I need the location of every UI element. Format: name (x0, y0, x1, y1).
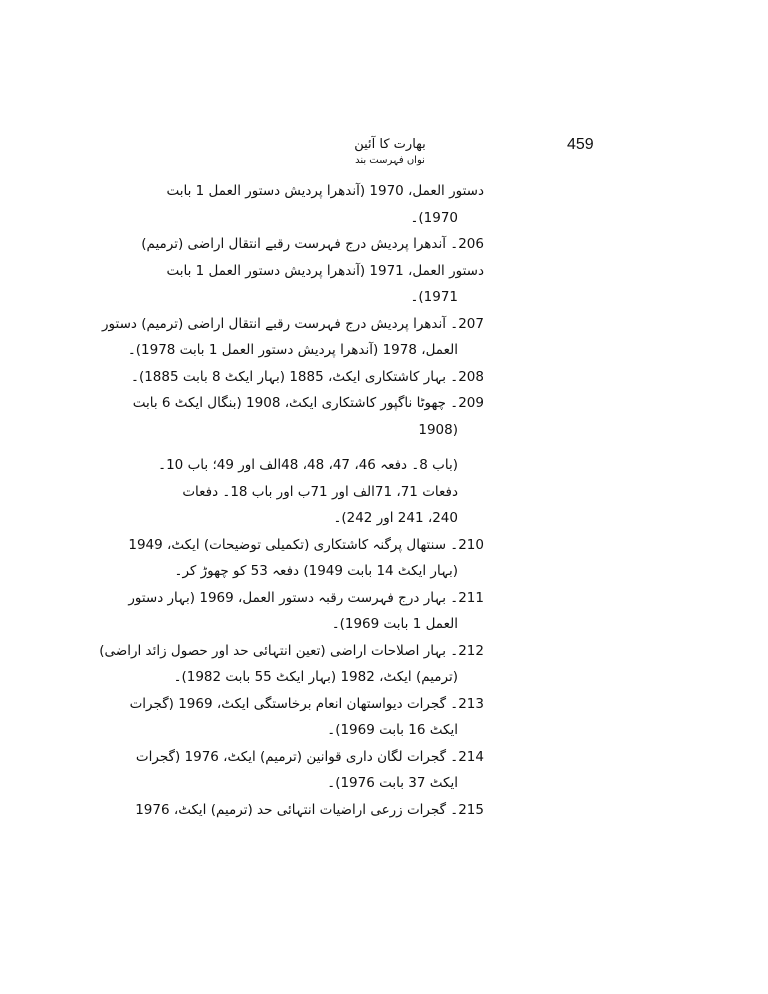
page-number: 459 (567, 136, 594, 153)
document-body (99, 178, 484, 823)
text-line: (ترمیم) ایکٹ، 1982 (بہار ایکٹ 55 بابت 1982)۔ (173, 669, 458, 685)
text-line: دستور العمل، 1970 (آندھرا پردیش دستور العمل 1 بابت (166, 183, 484, 199)
running-header-subtitle: نواں فہرست بند (355, 155, 425, 166)
text-line: 212۔ بہار اصلاحات اراضی (تعین انتہائی حد اور حصول زائد اراضی) (99, 642, 484, 659)
text-line: العمل 1 بابت 1969)۔ (331, 616, 458, 632)
text-line: 1970)۔ (410, 209, 458, 226)
text-line: (بہار ایکٹ 14 بابت 1949) دفعہ 53 کو چھوڑ کر۔ (174, 563, 458, 579)
text-line: العمل، 1978 (آندھرا پردیش دستور العمل 1 بابت 1978)۔ (127, 342, 458, 358)
running-header-title: بھارت کا آئین (354, 137, 426, 152)
text-line: ایکٹ 37 بابت 1976)۔ (327, 775, 458, 791)
text-line: 206۔ آندھرا پردیش درج فہرست رقبے انتقال اراضی (ترمیم) (141, 236, 484, 252)
text-line: دستور العمل، 1971 (آندھرا پردیش دستور العمل 1 بابت (166, 262, 484, 279)
text-line: 210۔ سنتھال پرگنہ کاشتکاری (تکمیلی توضیحات) ایکٹ، 1949 (128, 536, 484, 553)
text-line: 1908) (418, 421, 458, 438)
text-line: دفعات 71، 71الف اور 71ب اور باب 18۔ دفعات (182, 483, 458, 500)
text-line: 211۔ بہار درج فہرست رقبہ دستور العمل، 1969 (بہار دستور (128, 589, 484, 606)
text-line: 213۔ گجرات دیواستھان انعام برخاستگی ایکٹ، 1969 (گجرات (129, 695, 484, 712)
text-line: 209۔ چھوٹا ناگپور کاشتکاری ایکٹ، 1908 (بنگال ایکٹ 6 بابت (132, 395, 484, 411)
text-line: 1971)۔ (410, 289, 458, 305)
text-line: 214۔ گجرات لگان داری قوانین (ترمیم) ایکٹ، 1976 (گجرات (135, 748, 484, 765)
paragraph-gap (296, 443, 484, 452)
text-line: 240، 241 اور 242)۔ (333, 510, 458, 526)
text-line: 208۔ بہار کاشتکاری ایکٹ، 1885 (بہار ایکٹ 8 بابت 1885)۔ (131, 368, 484, 385)
text-line: 215۔ گجرات زرعی اراضیات انتہائی حد (ترمیم) ایکٹ، 1976 (135, 801, 484, 818)
text-line: ایکٹ 16 بابت 1969)۔ (327, 722, 458, 738)
text-line: 207۔ آندھرا پردیش درج فہرست رقبے انتقال اراضی (ترمیم) دستور (102, 315, 484, 332)
text-line: (باب 8۔ دفعہ 46، 47، 48، 48الف اور 49؛ باب 10۔ (158, 457, 458, 473)
